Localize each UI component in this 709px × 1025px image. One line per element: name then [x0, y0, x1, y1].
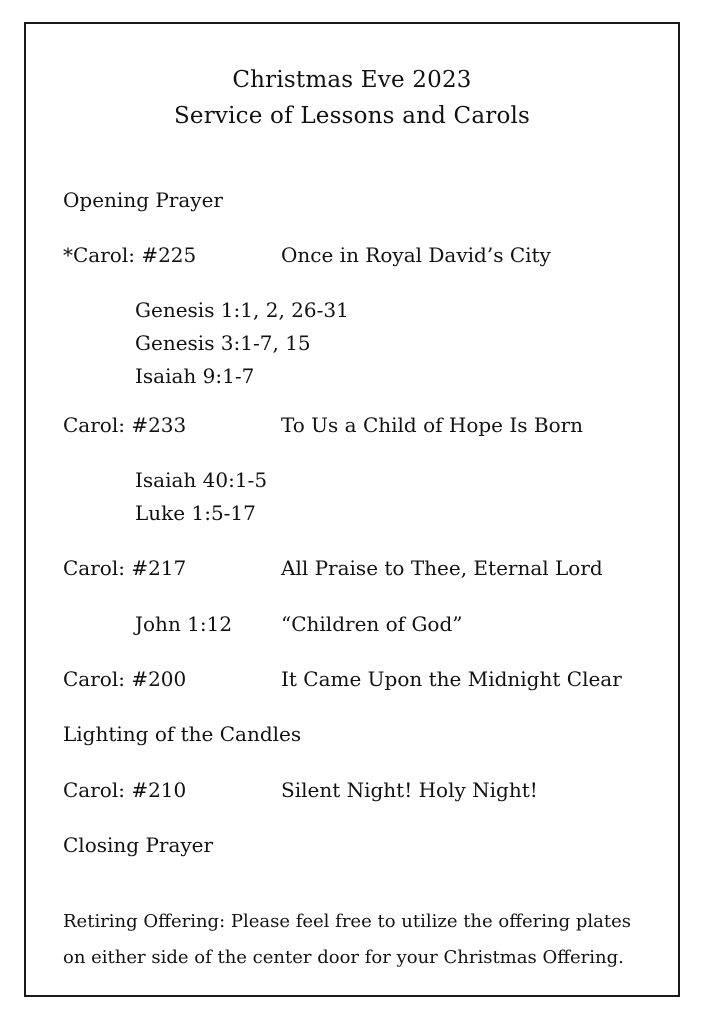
- title-line-1: Christmas Eve 2023: [232, 67, 472, 93]
- offering-note: [63, 904, 653, 976]
- offering-note-line-1: Retiring Offering: Please feel free to utilize the offering plates: [63, 911, 632, 932]
- carol-225: [63, 243, 551, 267]
- lighting-of-candles: Lighting of the Candles: [63, 722, 302, 746]
- carol-233: [63, 413, 584, 437]
- carol-number: Carol: #200: [63, 667, 187, 691]
- readings-group-2: [135, 464, 267, 530]
- carol-200: [63, 667, 622, 691]
- opening-prayer: Opening Prayer: [63, 188, 223, 212]
- carol-title: It Came Upon the Midnight Clear: [281, 667, 622, 691]
- carol-title: To Us a Child of Hope Is Born: [281, 413, 584, 437]
- readings-group-1: [135, 294, 349, 393]
- reading-john: [135, 612, 463, 636]
- reading-title: “Children of God”: [281, 612, 463, 636]
- title-line-2: Service of Lessons and Carols: [173, 103, 531, 129]
- carol-217: [63, 556, 603, 580]
- reading-line: Isaiah 9:1-7: [135, 364, 255, 388]
- offering-note-line-2: on either side of the center door for your Christmas Offering.: [63, 947, 624, 968]
- reading-ref: John 1:12: [135, 612, 233, 636]
- reading-line: Isaiah 40:1-5: [135, 468, 268, 492]
- carol-number: *Carol: #225: [63, 243, 197, 267]
- carol-number: Carol: #217: [63, 556, 187, 580]
- closing-prayer: Closing Prayer: [63, 833, 214, 857]
- carol-number: Carol: #210: [63, 778, 187, 802]
- reading-line: Luke 1:5-17: [135, 501, 256, 525]
- carol-210: [63, 778, 538, 802]
- program-title: [24, 62, 680, 134]
- carol-title: Silent Night! Holy Night!: [281, 778, 538, 802]
- reading-line: Genesis 3:1-7, 15: [135, 331, 311, 355]
- reading-line: Genesis 1:1, 2, 26-31: [135, 298, 349, 322]
- carol-title: All Praise to Thee, Eternal Lord: [281, 556, 603, 580]
- carol-number: Carol: #233: [63, 413, 187, 437]
- carol-title: Once in Royal David’s City: [281, 243, 551, 267]
